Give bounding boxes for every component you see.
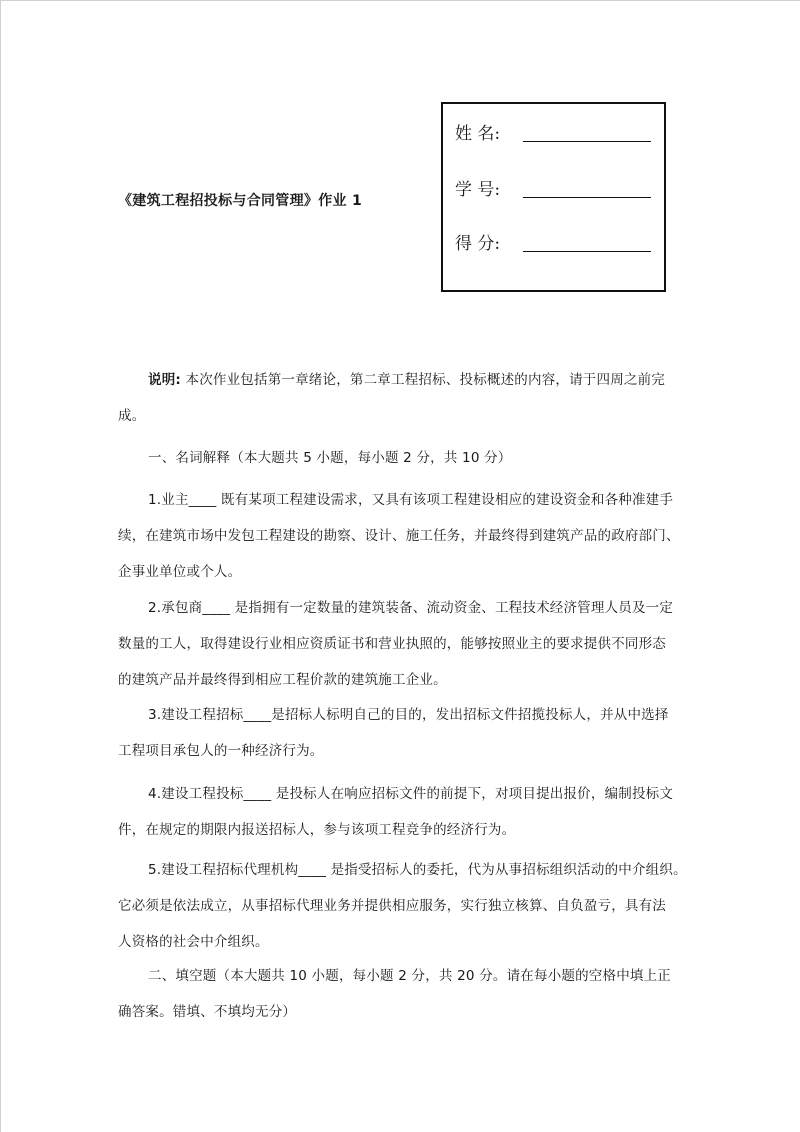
item-line: 数量的工人，取得建设行业相应资质证书和营业执照的，能够按照业主的要求提供不同形态	[118, 636, 666, 652]
name-field[interactable]	[523, 141, 651, 142]
definition-item-4	[118, 776, 684, 848]
page-border-left	[0, 0, 1, 1132]
document-title: 《建筑工程招投标与合同管理》作业 1	[118, 193, 363, 209]
note-label: 说明:	[148, 372, 181, 388]
name-label: 姓 名:	[455, 124, 501, 144]
score-row	[455, 232, 651, 254]
student-id-label: 学 号:	[455, 180, 501, 200]
item-line: 企事业单位或个人。	[118, 564, 242, 580]
definition-item-3	[118, 697, 684, 769]
definition-item-1	[118, 482, 684, 590]
page-border-top	[0, 0, 800, 1]
item-line: 工程项目承包人的一种经济行为。	[118, 743, 324, 759]
item-line: 件，在规定的期限内报送招标人，参与该项工程竞争的经济行为。	[118, 822, 516, 838]
student-id-row	[455, 178, 651, 200]
item-line: 的建筑产品并最终得到相应工程价款的建筑施工企业。	[118, 672, 447, 688]
score-field[interactable]	[523, 251, 651, 252]
name-row	[455, 122, 651, 144]
score-label: 得 分:	[455, 234, 501, 254]
item-line: 1.业主____ 既有某项工程建设需求，又具有该项工程建设相应的建设资金和各种准建手	[148, 492, 674, 508]
item-line: 人资格的社会中介组织。	[118, 934, 269, 950]
instructions-note	[118, 362, 684, 434]
item-line: 它必须是依法成立，从事招标代理业务并提供相应服务，实行独立核算、自负盈亏，具有法	[118, 898, 666, 914]
definition-item-5	[118, 852, 687, 960]
note-text-line: 本次作业包括第一章绪论，第二章工程招标、投标概述的内容，请于四周之前完	[181, 372, 665, 388]
item-line: 2.承包商____ 是指拥有一定数量的建筑装备、流动资金、工程技术经济管理人员及一定	[148, 600, 674, 616]
section-1-heading	[118, 440, 684, 476]
student-info-box	[441, 102, 666, 292]
section-heading: 一、名词解释（本大题共 5 小题，每小题 2 分，共 10 分）	[148, 450, 512, 466]
definition-item-2	[118, 590, 684, 698]
section-2-heading	[118, 958, 684, 1030]
item-line: 5.建设工程招标代理机构____ 是指受招标人的委托，代为从事招标组织活动的中介组织。	[148, 862, 687, 878]
item-line: 续，在建筑市场中发包工程建设的勘察、设计、施工任务，并最终得到建筑产品的政府部门、	[118, 528, 680, 544]
section-heading-line: 确答案。错填、不填均无分）	[118, 1004, 297, 1020]
student-id-field[interactable]	[523, 197, 651, 198]
note-text-line: 成。	[118, 408, 146, 424]
section-heading-line: 二、填空题（本大题共 10 小题，每小题 2 分，共 20 分。请在每小题的空格中填上正	[148, 968, 671, 984]
item-line: 3.建设工程招标____是招标人标明自己的目的，发出招标文件招揽投标人，并从中选择	[148, 707, 669, 723]
item-line: 4.建设工程投标____ 是投标人在响应招标文件的前提下，对项目提出报价，编制投标文	[148, 786, 674, 802]
